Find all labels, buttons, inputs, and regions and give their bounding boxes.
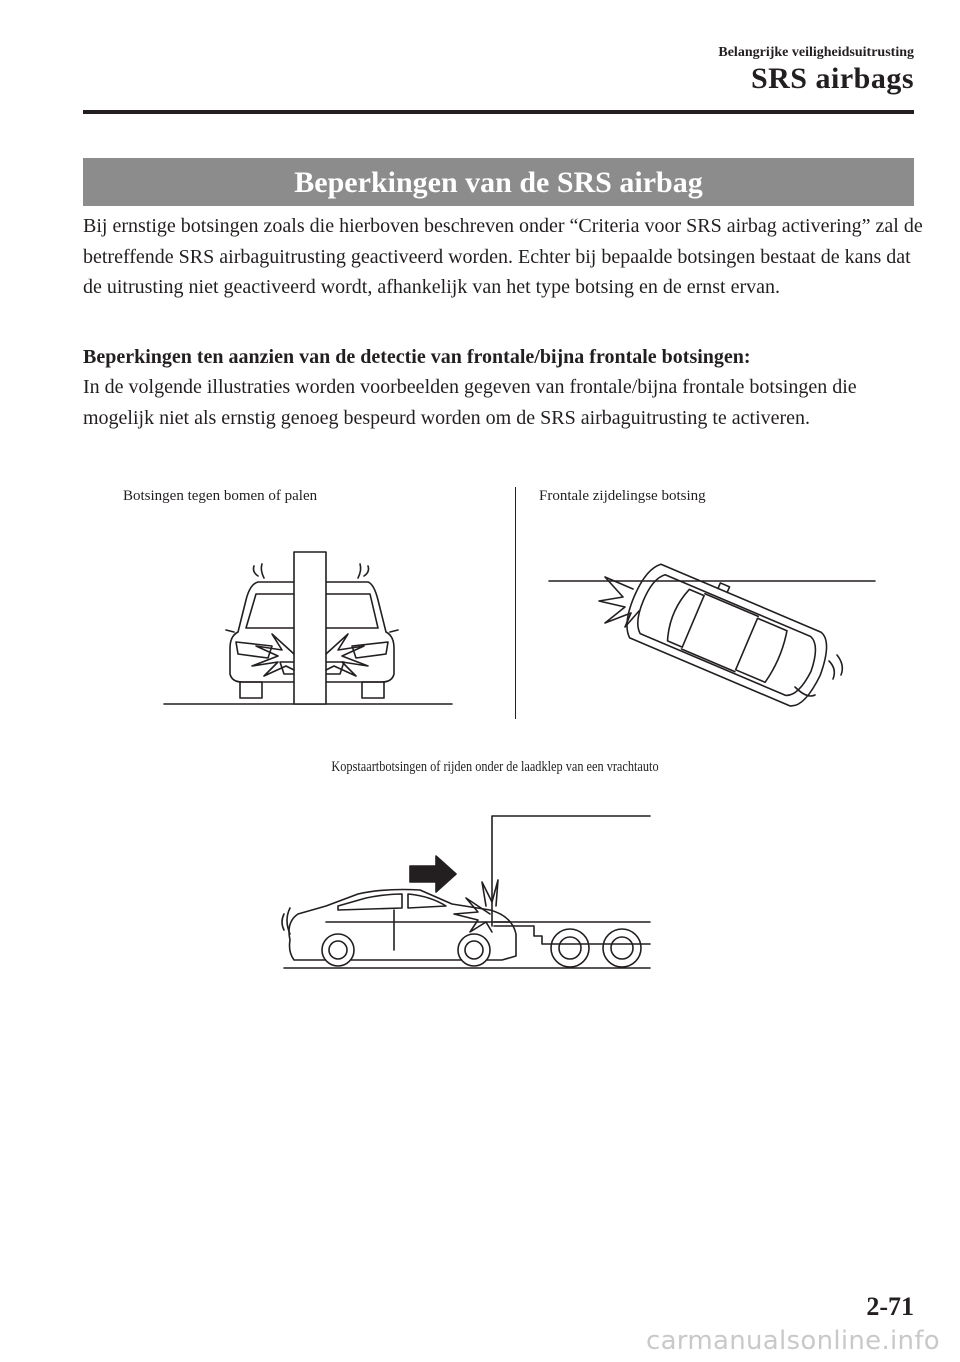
- page-number: 2-71: [866, 1292, 914, 1321]
- intro-paragraph: Bij ernstige botsingen zoals die hierboven beschreven onder “Criteria voor SRS airbag activering” zal de betreffende SRS airbaguitrusting geactiveerd worden. Echter bij bepaalde botsingen bestaat de kans dat de uitrusting niet geactiveerd wordt, afhankelijk van het type botsing en de ernst ervan.: [83, 215, 923, 298]
- pole-collision-illustration: [160, 550, 460, 720]
- side-frontal-collision-illustration: [545, 575, 895, 725]
- footer-watermark: carmanualsonline.info: [645, 1326, 940, 1356]
- illustration-divider: [515, 487, 516, 719]
- body-paragraph: In de volgende illustraties worden voorbeelden gegeven van frontale/bijna frontale botsingen die mogelijk niet als ernstig genoeg bespeurd worden om de SRS airbaguitrusting te activeren.: [83, 376, 857, 429]
- section-title: SRS airbags: [750, 62, 914, 95]
- page-title-banner: Beperkingen van de SRS airbag: [83, 158, 914, 206]
- header-rule: [83, 110, 914, 114]
- caption-pole-collision: Botsingen tegen bomen of palen: [123, 488, 318, 504]
- caption-side-frontal: Frontale zijdelingse botsing: [539, 488, 706, 504]
- subheading: Beperkingen ten aanzien van de detectie van frontale/bijna frontale botsingen:: [83, 346, 751, 368]
- chapter-title: Belangrijke veiligheidsuitrusting: [718, 45, 914, 60]
- caption-truck-underride: Kopstaartbotsingen of rijden onder de laadklep van een vrachtauto: [331, 759, 659, 775]
- truck-underride-illustration: [280, 810, 660, 980]
